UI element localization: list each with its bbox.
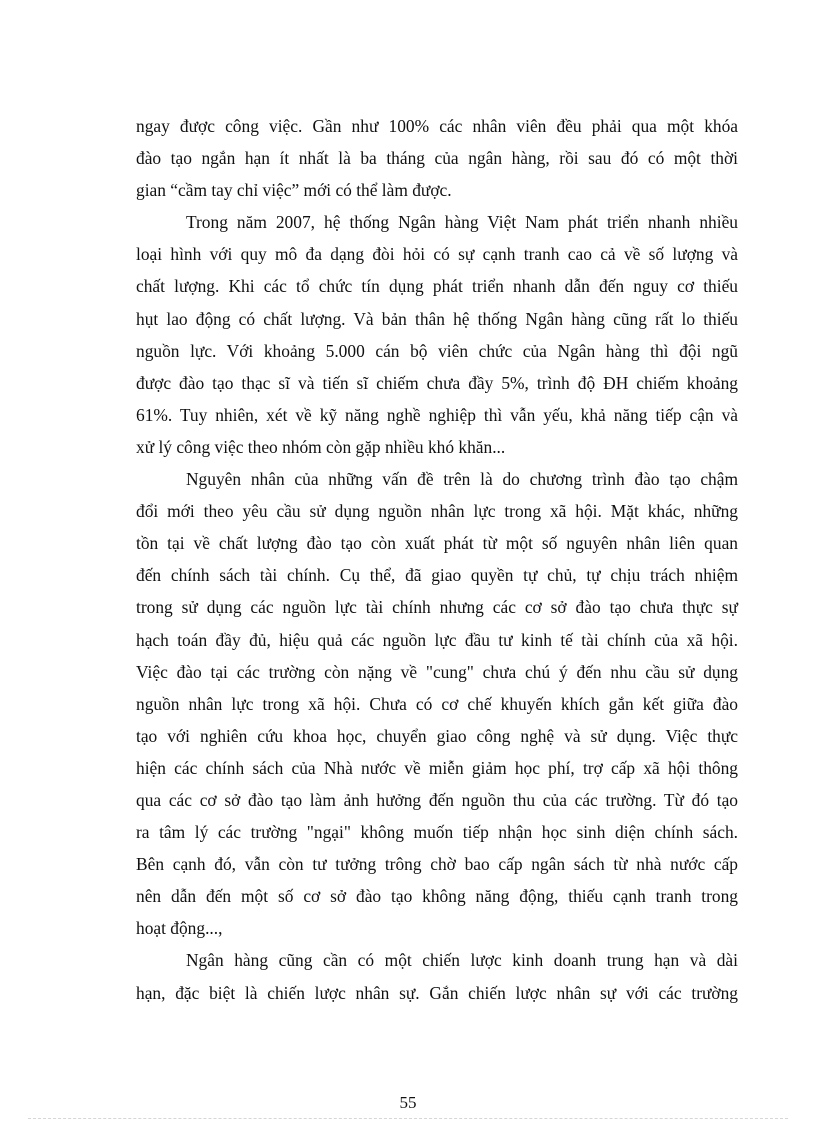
text-line: hạch toán đầy đủ, hiệu quả các nguồn lực đầu tư kinh tế tài chính của xã hội. <box>136 629 738 650</box>
text-line: được đào tạo thạc sĩ và tiến sĩ chiếm chưa đầy 5%, trình độ ĐH chiếm khoảng <box>136 372 738 393</box>
text-line: qua các cơ sở đào tạo làm ảnh hưởng đến nguồn thu của các trường. Từ đó tạo <box>136 789 738 810</box>
footer-divider <box>28 1118 788 1119</box>
paragraph-first-line: Ngân hàng cũng cần có một chiến lược kinh doanh trung hạn và dài <box>186 950 738 971</box>
text-line: loại hình với quy mô đa dạng đòi hỏi có sự cạnh tranh cao cả về số lượng và <box>136 244 738 265</box>
text-line: nên dẫn đến một số cơ sở đào tạo không năng động, thiếu cạnh tranh trong <box>136 886 738 907</box>
text-line: nguồn lực. Với khoảng 5.000 cán bộ viên chức của Ngân hàng thì đội ngũ <box>136 340 738 361</box>
text-line: ra tâm lý các trường "ngại" không muốn tiếp nhận học sinh diện chính sách. <box>136 822 738 843</box>
text-line: nguồn nhân lực trong xã hội. Chưa có cơ chế khuyến khích gắn kết giữa đào <box>136 693 738 714</box>
text-line: trong sử dụng các nguồn lực tài chính nhưng các cơ sở đào tạo chưa thực sự <box>136 597 738 618</box>
text-line: đến chính sách tài chính. Cụ thể, đã giao quyền tự chủ, tự chịu trách nhiệm <box>136 565 738 586</box>
text-line: đào tạo ngắn hạn ít nhất là ba tháng của ngân hàng, rồi sau đó có một thời <box>136 148 738 169</box>
text-line: hạn, đặc biệt là chiến lược nhân sự. Gắn chiến lược nhân sự với các trường <box>136 982 738 1003</box>
body-text <box>136 110 738 1009</box>
text-line: ngay được công việc. Gần như 100% các nhân viên đều phải qua một khóa <box>136 116 738 136</box>
text-line: 61%. Tuy nhiên, xét về kỹ năng nghề nghiệp thì vẫn yếu, khả năng tiếp cận và <box>136 404 738 425</box>
page-number: 55 <box>399 1093 417 1112</box>
text-line: xử lý công việc theo nhóm còn gặp nhiều khó khăn... <box>136 436 506 457</box>
text-line: tồn tại về chất lượng đào tạo còn xuất phát từ một số nguyên nhân liên quan <box>136 533 738 554</box>
text-line: tạo với nghiên cứu khoa học, chuyển giao công nghệ và sử dụng. Việc thực <box>136 725 738 746</box>
text-line: chất lượng. Khi các tổ chức tín dụng phát triển nhanh dẫn đến nguy cơ thiếu <box>136 276 738 297</box>
text-line: gian “cầm tay chỉ việc” mới có thể làm được. <box>136 180 452 201</box>
text-line: hụt lao động có chất lượng. Và bản thân hệ thống Ngân hàng cũng rất lo thiếu <box>136 308 738 329</box>
paragraph-first-line: Nguyên nhân của những vấn đề trên là do chương trình đào tạo chậm <box>186 469 738 490</box>
text-line: Bên cạnh đó, vẫn còn tư tưởng trông chờ bao cấp ngân sách từ nhà nước cấp <box>136 854 738 875</box>
paragraph-first-line: Trong năm 2007, hệ thống Ngân hàng Việt Nam phát triển nhanh nhiều <box>186 212 738 233</box>
text-line: Việc đào tại các trường còn nặng về "cung" chưa chú ý đến nhu cầu sử dụng <box>136 661 738 682</box>
text-line: đổi mới theo yêu cầu sử dụng nguồn nhân lực trong xã hội. Mặt khác, những <box>136 501 738 522</box>
text-line: hoạt động..., <box>136 918 223 939</box>
text-line: hiện các chính sách của Nhà nước về miễn giảm học phí, trợ cấp xã hội thông <box>136 757 738 778</box>
